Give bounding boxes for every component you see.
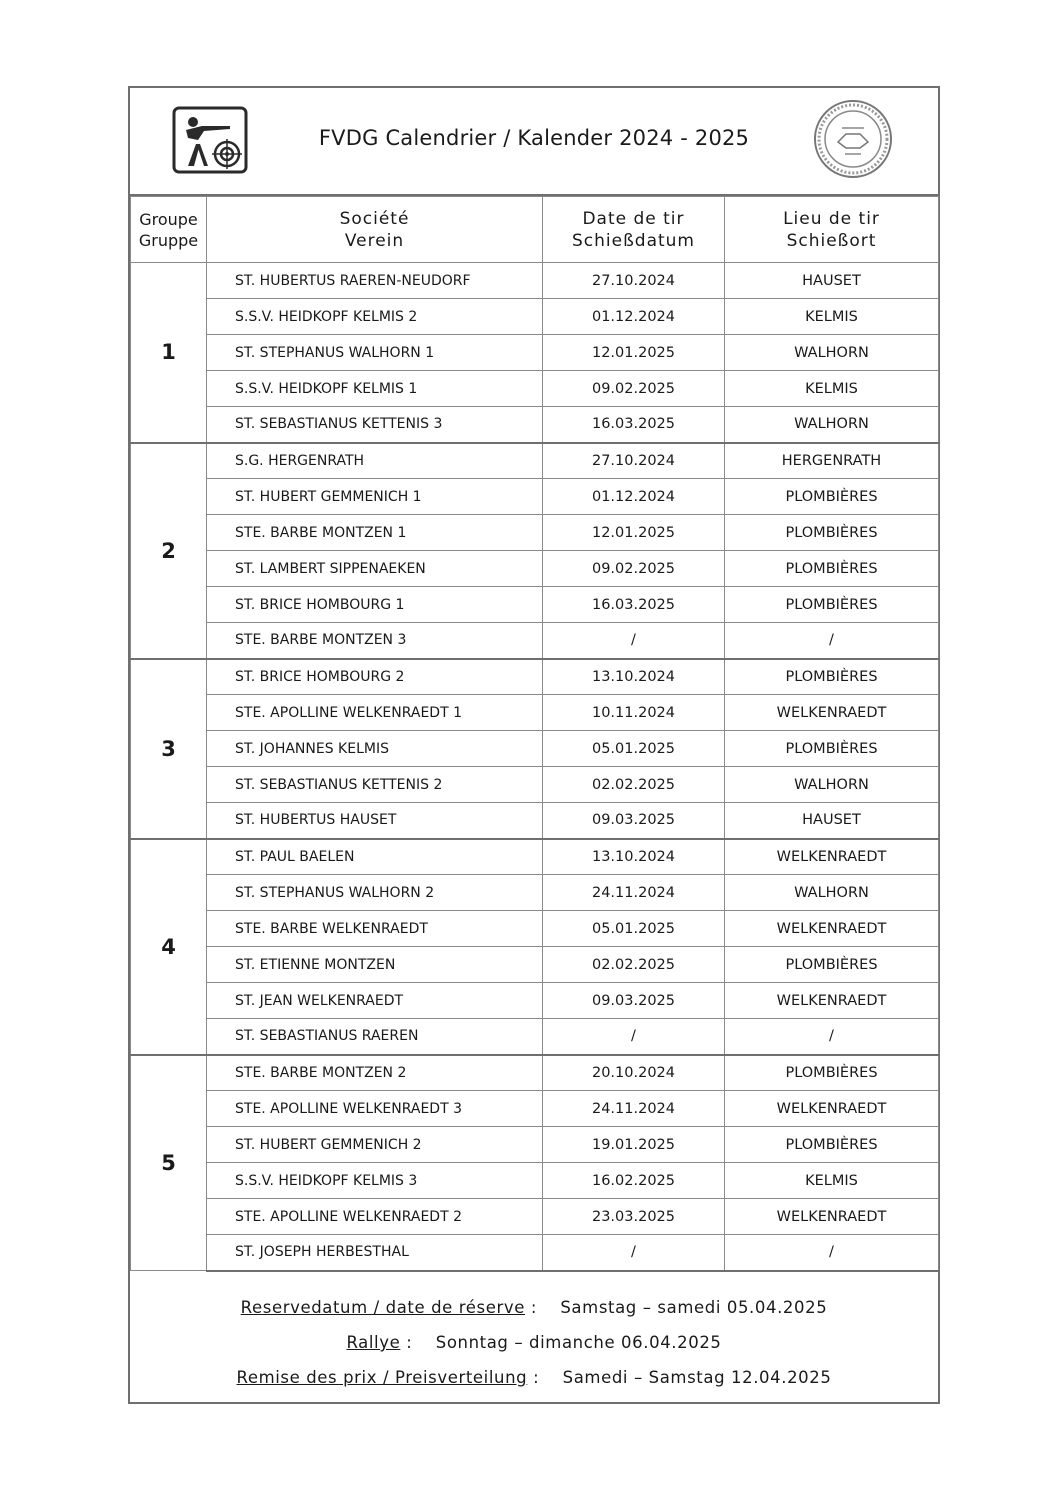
place-cell: PLOMBIÈRES (725, 551, 939, 587)
date-cell: 23.03.2025 (543, 1199, 725, 1235)
place-cell: PLOMBIÈRES (725, 515, 939, 551)
table-row (131, 731, 939, 767)
reserve-label: Reservedatum / date de réserve (240, 1298, 525, 1317)
table-row (131, 1019, 939, 1055)
rallye-label: Rallye (346, 1333, 401, 1352)
header-club: Société Verein (207, 197, 543, 263)
date-cell: 09.02.2025 (543, 371, 725, 407)
club-cell: STE. BARBE WELKENRAEDT (207, 911, 543, 947)
date-cell: 10.11.2024 (543, 695, 725, 731)
federation-seal-icon (812, 98, 894, 180)
club-cell: ST. STEPHANUS WALHORN 1 (207, 335, 543, 371)
place-cell: PLOMBIÈRES (725, 1127, 939, 1163)
table-row (131, 911, 939, 947)
place-cell: WALHORN (725, 875, 939, 911)
place-cell: HAUSET (725, 263, 939, 299)
club-cell: ST. HUBERTUS RAEREN-NEUDORF (207, 263, 543, 299)
table-row (131, 1055, 939, 1091)
place-cell: WELKENRAEDT (725, 911, 939, 947)
header (130, 88, 938, 196)
place-cell: PLOMBIÈRES (725, 947, 939, 983)
header-date: Date de tir Schießdatum (543, 197, 725, 263)
date-cell: / (543, 1019, 725, 1055)
date-cell: 12.01.2025 (543, 335, 725, 371)
reserve-value: Samstag – samedi 05.04.2025 (560, 1298, 828, 1317)
date-cell: / (543, 1235, 725, 1271)
date-cell: 01.12.2024 (543, 479, 725, 515)
club-cell: ST. ETIENNE MONTZEN (207, 947, 543, 983)
table-row (131, 695, 939, 731)
table-row (131, 1235, 939, 1271)
date-cell: 16.02.2025 (543, 1163, 725, 1199)
club-cell: S.S.V. HEIDKOPF KELMIS 3 (207, 1163, 543, 1199)
club-cell: S.S.V. HEIDKOPF KELMIS 2 (207, 299, 543, 335)
place-cell: / (725, 1019, 939, 1055)
table-row (131, 299, 939, 335)
rallye-value: Sonntag – dimanche 06.04.2025 (435, 1333, 722, 1352)
table-row (131, 767, 939, 803)
date-cell: 09.03.2025 (543, 803, 725, 839)
club-cell: ST. SEBASTIANUS KETTENIS 2 (207, 767, 543, 803)
table-row (131, 515, 939, 551)
club-cell: ST. BRICE HOMBOURG 1 (207, 587, 543, 623)
date-cell: 16.03.2025 (543, 407, 725, 443)
table-row (131, 443, 939, 479)
rallye-line: Rallye : Sonntag – dimanche 06.04.2025 (346, 1333, 722, 1352)
date-cell: 05.01.2025 (543, 731, 725, 767)
club-cell: STE. APOLLINE WELKENRAEDT 1 (207, 695, 543, 731)
header-place: Lieu de tir Schießort (725, 197, 939, 263)
date-cell: 13.10.2024 (543, 659, 725, 695)
place-cell: PLOMBIÈRES (725, 731, 939, 767)
club-cell: ST. SEBASTIANUS KETTENIS 3 (207, 407, 543, 443)
reserve-line: Reservedatum / date de réserve : Samstag – samedi 05.04.2025 (240, 1298, 828, 1317)
date-cell: 09.03.2025 (543, 983, 725, 1019)
place-cell: KELMIS (725, 371, 939, 407)
table-row (131, 335, 939, 371)
table-row (131, 875, 939, 911)
group-number: 4 (131, 839, 207, 1055)
table-row (131, 623, 939, 659)
date-cell: 27.10.2024 (543, 263, 725, 299)
place-cell: WELKENRAEDT (725, 983, 939, 1019)
schedule-body (131, 263, 939, 1271)
table-row (131, 803, 939, 839)
table-row (131, 551, 939, 587)
date-cell: 20.10.2024 (543, 1055, 725, 1091)
date-cell: 02.02.2025 (543, 947, 725, 983)
prize-value: Samedi – Samstag 12.04.2025 (562, 1368, 832, 1387)
place-cell: PLOMBIÈRES (725, 587, 939, 623)
club-cell: STE. BARBE MONTZEN 2 (207, 1055, 543, 1091)
club-cell: ST. HUBERTUS HAUSET (207, 803, 543, 839)
table-row (131, 1127, 939, 1163)
calendar-sheet (128, 86, 940, 1404)
date-cell: 05.01.2025 (543, 911, 725, 947)
place-cell: WELKENRAEDT (725, 695, 939, 731)
header-group: Groupe Gruppe (131, 197, 207, 263)
place-cell: / (725, 1235, 939, 1271)
table-row (131, 407, 939, 443)
place-cell: WALHORN (725, 407, 939, 443)
table-row (131, 983, 939, 1019)
place-cell: KELMIS (725, 1163, 939, 1199)
table-row (131, 371, 939, 407)
date-cell: 02.02.2025 (543, 767, 725, 803)
place-cell: HERGENRATH (725, 443, 939, 479)
date-cell: 09.02.2025 (543, 551, 725, 587)
group-number: 5 (131, 1055, 207, 1271)
date-cell: 24.11.2024 (543, 1091, 725, 1127)
club-cell: ST. JOSEPH HERBESTHAL (207, 1235, 543, 1271)
place-cell: KELMIS (725, 299, 939, 335)
table-row (131, 1091, 939, 1127)
footer (130, 1284, 938, 1402)
date-cell: 01.12.2024 (543, 299, 725, 335)
place-cell: HAUSET (725, 803, 939, 839)
date-cell: 19.01.2025 (543, 1127, 725, 1163)
place-cell: WALHORN (725, 767, 939, 803)
club-cell: STE. BARBE MONTZEN 1 (207, 515, 543, 551)
table-row (131, 263, 939, 299)
page-title: FVDG Calendrier / Kalender 2024 - 2025 (318, 126, 750, 150)
table-row (131, 839, 939, 875)
club-cell: ST. SEBASTIANUS RAEREN (207, 1019, 543, 1055)
club-cell: STE. APOLLINE WELKENRAEDT 3 (207, 1091, 543, 1127)
table-row (131, 659, 939, 695)
place-cell: PLOMBIÈRES (725, 1055, 939, 1091)
group-number: 2 (131, 443, 207, 659)
place-cell: WELKENRAEDT (725, 1199, 939, 1235)
club-cell: STE. APOLLINE WELKENRAEDT 2 (207, 1199, 543, 1235)
date-cell: 24.11.2024 (543, 875, 725, 911)
header-row (131, 197, 939, 263)
group-number: 3 (131, 659, 207, 839)
club-cell: ST. JEAN WELKENRAEDT (207, 983, 543, 1019)
prize-label: Remise des prix / Preisverteilung (236, 1368, 528, 1387)
club-cell: ST. LAMBERT SIPPENAEKEN (207, 551, 543, 587)
club-cell: ST. JOHANNES KELMIS (207, 731, 543, 767)
date-cell: / (543, 623, 725, 659)
place-cell: WELKENRAEDT (725, 839, 939, 875)
date-cell: 12.01.2025 (543, 515, 725, 551)
club-cell: STE. BARBE MONTZEN 3 (207, 623, 543, 659)
table-row (131, 1163, 939, 1199)
club-cell: ST. HUBERT GEMMENICH 1 (207, 479, 543, 515)
date-cell: 27.10.2024 (543, 443, 725, 479)
table-row (131, 947, 939, 983)
date-cell: 16.03.2025 (543, 587, 725, 623)
prize-line: Remise des prix / Preisverteilung : Samedi – Samstag 12.04.2025 (236, 1368, 832, 1387)
date-cell: 13.10.2024 (543, 839, 725, 875)
place-cell: PLOMBIÈRES (725, 479, 939, 515)
club-cell: ST. BRICE HOMBOURG 2 (207, 659, 543, 695)
place-cell: PLOMBIÈRES (725, 659, 939, 695)
club-cell: ST. PAUL BAELEN (207, 839, 543, 875)
schedule-table (130, 196, 939, 1272)
table-row (131, 1199, 939, 1235)
club-cell: ST. HUBERT GEMMENICH 2 (207, 1127, 543, 1163)
group-number: 1 (131, 263, 207, 443)
club-cell: S.G. HERGENRATH (207, 443, 543, 479)
place-cell: / (725, 623, 939, 659)
table-row (131, 479, 939, 515)
place-cell: WALHORN (725, 335, 939, 371)
place-cell: WELKENRAEDT (725, 1091, 939, 1127)
table-row (131, 587, 939, 623)
club-cell: ST. STEPHANUS WALHORN 2 (207, 875, 543, 911)
club-cell: S.S.V. HEIDKOPF KELMIS 1 (207, 371, 543, 407)
